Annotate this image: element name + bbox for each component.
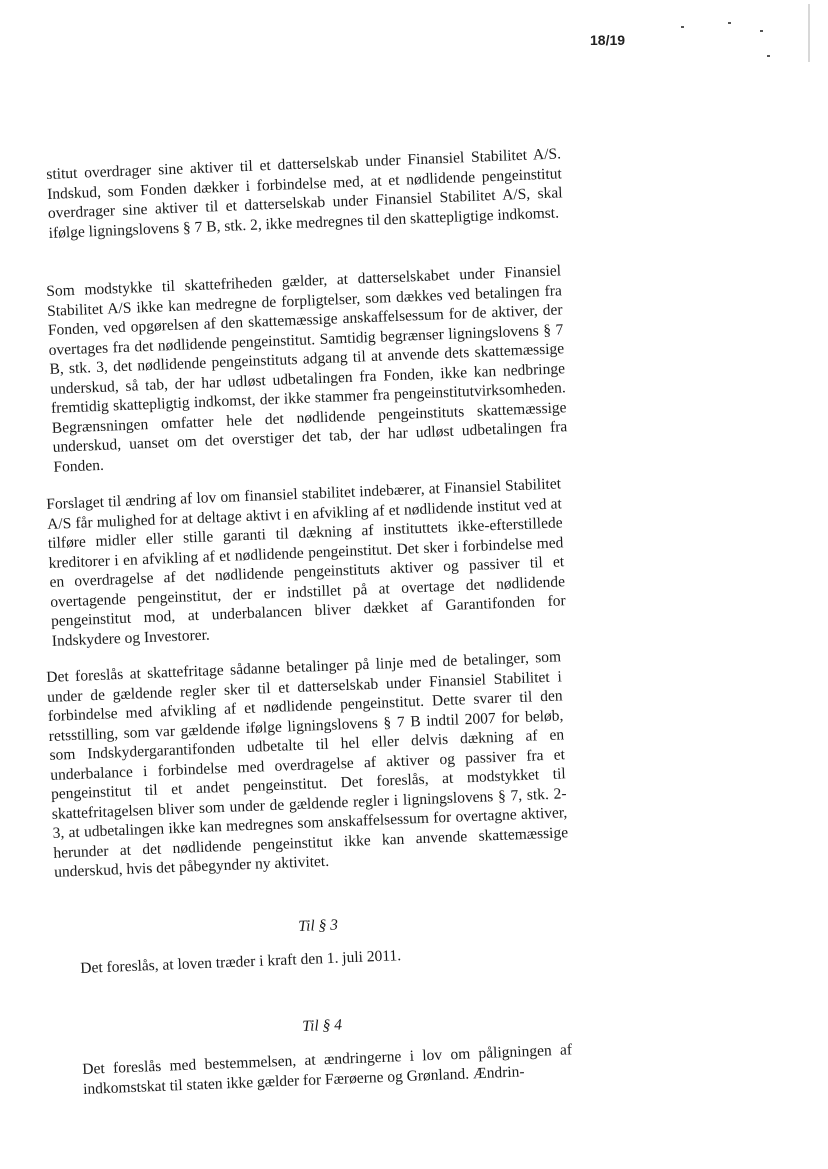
body-paragraph: Forslaget til ændring af lov om finansiel stabilitet indebærer, at Finansiel Stabilitet A/S får mulighed for at deltage aktivt i en afvikling af et nødlidende institut ved at tilføre midler eller stille garanti til dækning af instituttets ikke-efterstillede kreditorer i en afvikling af et nødlidende pengeinstitut. Det sker i forbindelse med en overdragelse af det nødlidende pengeinstituts aktiver og passiver til et overtagende pengeinstitut, der er indstillet på at overtage det nødlidende pengeinstitut mod, at underbalancen bliver dækket af Garantifonden for Indskydere og Investorer. bbox=[46, 475, 567, 650]
body-paragraph: Som modstykke til skattefriheden gælder, at datterselskabet under Finansiel Stabilitet A/S ikke kan medregne de forpligtelser, som dækkes ved betalingen fra Fonden, ved opgørelsen af den skattemæssige anskaffelsessum for de aktiver, der overtages fra det nødlidende pengeinstitut. Samtidig begrænser ligningslovens § 7 B, stk. 3, det nødlidende pengeinstituts adgang til at anvende dets skattemæssige underskud, så tab, der har udløst udbetalingen fra Fonden, ikke kan nedbringe fremtidig skattepligtig indkomst, der ikke stammer fra pengeinstitutvirksomheden. Begrænsningen omfatter hele det nødlidende pengeinstituts skattemæssige underskud, uanset om det overstiger det tab, der har udløst udbetalingen fra Fonden. bbox=[46, 262, 568, 476]
body-paragraph: Det foreslås, at loven træder i kraft den 1. juli 2011. bbox=[80, 947, 402, 977]
scan-edge-line bbox=[808, 4, 810, 62]
scan-artifact-dot bbox=[681, 26, 684, 28]
body-paragraph: stitut overdrager sine aktiver til et datterselskab under Finansiel Stabilitet A/S. Indskud, som Fonden dækker i forbindelse med, at et nødlidende pengeinstitut overdrager sine aktiver til et datterselskab under Finansiel Stabilitet A/S, skal ifølge ligningslovens § 7 B, stk. 2, ikke medregnes til den skattepligtige indkomst. bbox=[46, 145, 563, 242]
page-number: 18/19 bbox=[590, 32, 626, 48]
scan-artifact-dot bbox=[728, 22, 731, 24]
body-paragraph: Det foreslås med bestemmelsen, at ændringerne i lov om påligningen af indkomstskat til staten ikke gælder for Færøerne og Grønland. Ændrin- bbox=[82, 1041, 573, 1098]
scan-artifact-dot bbox=[760, 30, 763, 32]
section-heading: Til § 4 bbox=[302, 1016, 343, 1035]
scan-artifact-dot bbox=[767, 55, 770, 57]
section-heading: Til § 3 bbox=[298, 916, 339, 935]
body-paragraph: Det foreslås at skattefritage sådanne betalinger på linje med de betalinger, som under de gældende regler sker til et datterselskab under Finansiel Stabilitet i forbindelse med afvikling af et nødlidende pengeinstitut. Dette svarer til den retsstilling, som var gældende ifølge ligningslovens § 7 B indtil 2007 for beløb, som Indskydergarantifonden udbetalte til hel eller delvis dækning af en underbalance i forbindelse med overdragelse af aktiver og passiver fra et pengeinstitut til et andet pengeinstitut. Det foreslås, at modstykket til skattefritagelsen bliver som under de gældende regler i ligningslovens § 7, stk. 2-3, at udbetalingen ikke kan medregnes som anskaffelsessum for overtagne aktiver, herunder at det nødlidende pengeinstitut ikke kan anvende skattemæssige underskud, hvis det påbegynder ny aktivitet. bbox=[46, 648, 569, 881]
